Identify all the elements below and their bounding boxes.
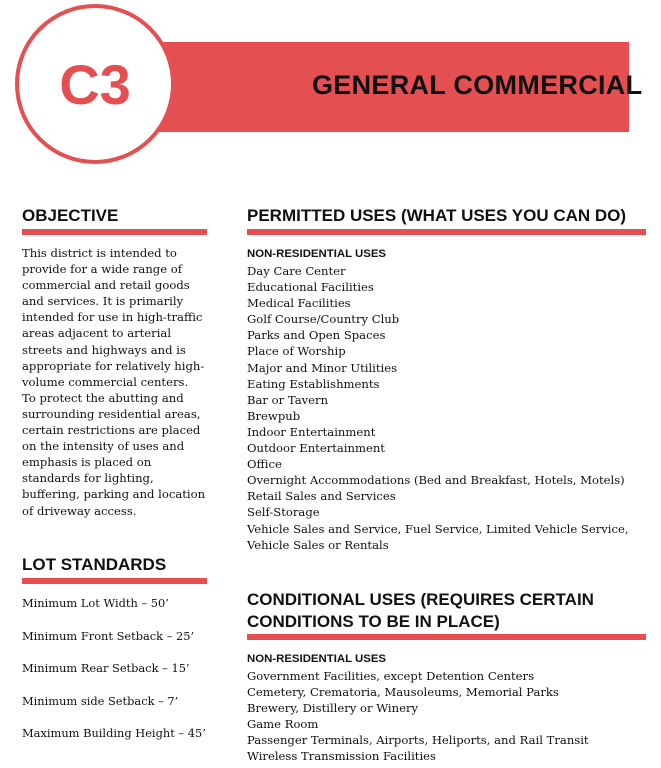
- list-item: Passenger Terminals, Airports, Heliports, and Rail Transit: [247, 733, 589, 748]
- permitted-uses-heading: PERMITTED USES (WHAT USES YOU CAN DO): [247, 206, 627, 225]
- lot-standards-divider: [22, 578, 207, 584]
- list-item: Game Room: [247, 717, 319, 732]
- conditional-uses-subheading: NON-RESIDENTIAL USES: [247, 653, 387, 665]
- lot-standard-item: Maximum Building Height – 45’: [22, 726, 206, 740]
- list-item: Cemetery, Crematoria, Mausoleums, Memorial Parks: [247, 685, 559, 700]
- lot-standard-item: Minimum Lot Width – 50’: [22, 596, 169, 610]
- list-item: Self-Storage: [247, 505, 320, 520]
- permitted-uses-subheading: NON-RESIDENTIAL USES: [247, 248, 387, 260]
- list-item: Golf Course/Country Club: [247, 312, 400, 327]
- permitted-uses-list: [247, 263, 652, 553]
- district-title: GENERAL COMMERCIAL: [312, 70, 643, 100]
- lot-standard-item: Minimum Front Setback – 25’: [22, 628, 195, 643]
- district-code: C3: [59, 52, 131, 116]
- list-item: Parks and Open Spaces: [247, 328, 386, 343]
- list-item: Major and Minor Utilities: [247, 360, 398, 375]
- list-item: Wireless Transmission Facilities: [247, 749, 436, 764]
- list-item: Vehicle Sales or Rentals: [247, 537, 389, 552]
- list-item: Office: [247, 457, 282, 472]
- list-item: Brewery, Distillery or Winery: [247, 701, 419, 716]
- conditional-uses-heading-cont: CONDITIONS TO BE IN PLACE): [247, 612, 500, 631]
- list-item: Indoor Entertainment: [247, 424, 376, 439]
- conditional-uses-heading: CONDITIONAL USES (REQUIRES CERTAIN: [247, 590, 594, 609]
- permitted-uses-divider: [247, 229, 646, 235]
- list-item: Brewpub: [247, 408, 301, 423]
- objective-divider: [22, 229, 207, 235]
- lot-standards-list: [22, 596, 222, 759]
- list-item: Place of Worship: [247, 344, 346, 359]
- conditional-uses-list: [247, 668, 652, 765]
- list-item: Day Care Center: [247, 264, 346, 278]
- list-item: Educational Facilities: [247, 280, 374, 295]
- list-item: Overnight Accommodations (Bed and Breakfast, Hotels, Motels): [247, 473, 625, 488]
- objective-text: This district is intended to provide for a wide range of commercial and retail goods and services. It is primarily intended for use in high-traffic areas adjacent to arterial streets and highways and is appropriate for relatively high- volume commercial centers. To protect the abutting and surrounding residential areas, certain restrictions are placed on the intensity of uses and emphasis is placed on standards for lighting, buffering, parking and location of driveway access.: [22, 246, 206, 518]
- objective-heading: OBJECTIVE: [22, 206, 119, 225]
- lot-standard-item: Minimum side Setback – 7’: [22, 693, 179, 708]
- list-item: Vehicle Sales and Service, Fuel Service, Limited Vehicle Service,: [247, 521, 629, 536]
- conditional-uses-divider: [247, 634, 646, 640]
- list-item: Retail Sales and Services: [247, 489, 396, 504]
- list-item: Bar or Tavern: [247, 392, 329, 407]
- list-item: Medical Facilities: [247, 296, 351, 311]
- list-item: Government Facilities, except Detention Centers: [247, 669, 535, 683]
- list-item: Outdoor Entertainment: [247, 441, 385, 456]
- lot-standard-item: Minimum Rear Setback – 15’: [22, 661, 190, 675]
- lot-standards-heading: LOT STANDARDS: [22, 555, 167, 574]
- list-item: Eating Establishments: [247, 376, 380, 391]
